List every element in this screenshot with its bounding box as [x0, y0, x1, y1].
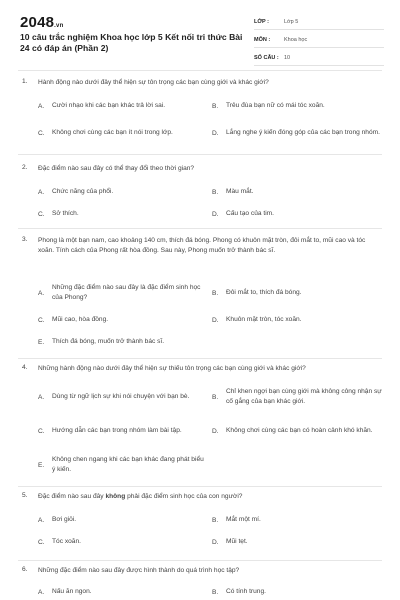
option-e[interactable] [38, 336, 378, 348]
divider [18, 486, 382, 487]
option-text: Dùng từ ngữ lịch sự khi nói chuyện với bạn bè. [52, 393, 190, 400]
logo-tld: .vn [54, 23, 64, 29]
logo-text: 2048 [20, 14, 55, 31]
question-text: Phong là một bạn nam, cao khoảng 140 cm, thích đá bóng. Phong có khuôn mặt tròn, đôi mắt to, mũi cao và tóc xoăn. Tính cách của Phong rất hòa đồng. Sau này, Phong muốn trở thành bác sĩ. [38, 237, 366, 255]
option-d[interactable] [212, 536, 382, 548]
question-text-emphasis: không [105, 493, 126, 500]
option-text: Những đặc điểm nào sau đây là đặc điểm sinh học của Phong? [52, 284, 201, 301]
site-logo[interactable] [20, 14, 63, 31]
option-text: Đôi mắt to, thích đá bóng. [226, 289, 302, 296]
meta-label: MÔN : [254, 37, 271, 43]
divider [18, 228, 382, 229]
question-text: Đặc điểm nào sau đây có thể thay đổi theo thời gian? [38, 165, 195, 172]
option-text: Lắng nghe ý kiến đóng góp của các bạn trong nhóm. [226, 129, 380, 136]
option-text: Sở thích. [52, 210, 79, 217]
option-letter: C. [38, 210, 45, 218]
meta-value: Lớp 5 [284, 19, 299, 25]
option-text: Cấu tạo của tim. [226, 210, 275, 217]
option-b[interactable] [212, 186, 382, 198]
option-c[interactable] [38, 314, 208, 326]
option-c[interactable] [38, 536, 208, 548]
question-text-end: phải đặc điểm sinh học của con người? [125, 493, 243, 500]
question-text [38, 492, 378, 502]
option-text: Mũi tẹt. [226, 538, 248, 545]
option-letter: E. [38, 338, 45, 346]
meta-row-grade [254, 15, 384, 30]
option-letter: A. [38, 102, 45, 110]
option-text: Hướng dẫn các bạn trong nhóm làm bài tập. [52, 427, 182, 434]
option-text: Tóc xoăn. [52, 538, 81, 545]
option-a[interactable] [38, 586, 208, 598]
option-text: Không chen ngang khi các bạn khác đang phát biểu ý kiến. [52, 456, 204, 473]
option-letter: A. [38, 588, 45, 596]
question-number: 6. [22, 566, 28, 573]
option-text: Có tính trung. [226, 588, 266, 595]
option-d[interactable] [212, 314, 382, 326]
question-text: Những hành động nào dưới đây thể hiện sự thiếu tôn trọng các bạn cùng giới và khác giới? [38, 365, 306, 372]
option-letter: A. [38, 393, 45, 401]
option-b[interactable] [212, 282, 382, 304]
option-e[interactable] [38, 454, 208, 476]
question-text: Hành động nào dưới đây thể hiện sự tôn trọng các bạn cùng giới và khác giới? [38, 79, 269, 86]
option-text: Thích đá bóng, muốn trở thành bác sĩ. [52, 338, 165, 345]
option-letter: B. [212, 102, 219, 110]
divider [18, 560, 382, 561]
option-text: Trêu đùa bạn nữ có mái tóc xoăn. [226, 102, 325, 109]
option-b[interactable] [212, 386, 382, 408]
meta-label: SỐ CÂU : [254, 55, 279, 61]
option-d[interactable] [212, 420, 382, 442]
page-title: 10 câu trắc nghiệm Khoa học lớp 5 Kết nối tri thức Bài 24 có đáp án (Phần 2) [20, 32, 243, 53]
option-text: Nấu ăn ngon. [52, 588, 92, 595]
option-letter: D. [212, 316, 219, 324]
option-text: Chức năng của phổi. [52, 188, 114, 195]
option-letter: C. [38, 129, 45, 137]
option-c[interactable] [38, 208, 208, 220]
option-text: Không chơi cùng các bạn ít nói trong lớp. [52, 129, 173, 136]
option-a[interactable] [38, 186, 208, 198]
header [0, 0, 400, 68]
meta-row-subject [254, 33, 384, 48]
option-letter: B. [212, 393, 219, 401]
option-letter: C. [38, 538, 45, 546]
meta-value: Khoa học [284, 37, 308, 43]
option-text: Màu mắt. [226, 188, 254, 195]
option-a[interactable] [38, 514, 208, 526]
option-a[interactable] [38, 386, 208, 408]
option-text: Không chơi cùng các bạn có hoàn cảnh khó khăn. [226, 427, 373, 434]
question-number: 2. [22, 164, 28, 171]
option-letter: A. [38, 289, 45, 297]
option-text: Cười nhạo khi các bạn khác trả lời sai. [52, 102, 166, 109]
question-number: 5. [22, 492, 28, 499]
option-text: Mắt một mí. [226, 516, 261, 523]
option-a[interactable] [38, 100, 208, 112]
divider [18, 154, 382, 155]
question-text-start: Đặc điểm nào sau đây [38, 493, 106, 500]
option-d[interactable] [212, 208, 382, 220]
option-text: Khuôn mặt tròn, tóc xoăn. [226, 316, 302, 323]
option-letter: C. [38, 427, 45, 435]
option-letter: B. [212, 516, 219, 524]
option-text: Chỉ khen ngợi bạn cùng giới mà không công nhận sự cố gắng của bạn khác giới. [226, 388, 382, 405]
meta-label: LỚP : [254, 19, 269, 25]
option-a[interactable] [38, 282, 208, 304]
question-number: 3. [22, 236, 28, 243]
question-number: 4. [22, 364, 28, 371]
question-number: 1. [22, 78, 28, 85]
option-text: Mũi cao, hòa đồng. [52, 316, 109, 323]
meta-row-count [254, 51, 384, 66]
option-letter: A. [38, 188, 45, 196]
option-c[interactable] [38, 420, 208, 442]
option-letter: D. [212, 129, 219, 137]
option-b[interactable] [212, 514, 382, 526]
option-c[interactable] [38, 122, 208, 144]
option-letter: D. [212, 210, 219, 218]
option-letter: B. [212, 289, 219, 297]
option-b[interactable] [212, 100, 382, 112]
option-d[interactable] [212, 122, 382, 144]
option-letter: B. [212, 588, 219, 596]
option-letter: C. [38, 316, 45, 324]
option-letter: E. [38, 461, 45, 469]
option-b[interactable] [212, 586, 382, 598]
option-letter: A. [38, 516, 45, 524]
divider [18, 70, 382, 71]
meta-table [254, 15, 384, 69]
question-text: Những đặc điểm nào sau đây được hình thành do quá trình học tập? [38, 567, 240, 574]
option-text: Bơi giỏi. [52, 516, 77, 523]
option-letter: D. [212, 538, 219, 546]
divider [18, 358, 382, 359]
meta-value: 10 [284, 55, 291, 61]
option-letter: D. [212, 427, 219, 435]
option-letter: B. [212, 188, 219, 196]
